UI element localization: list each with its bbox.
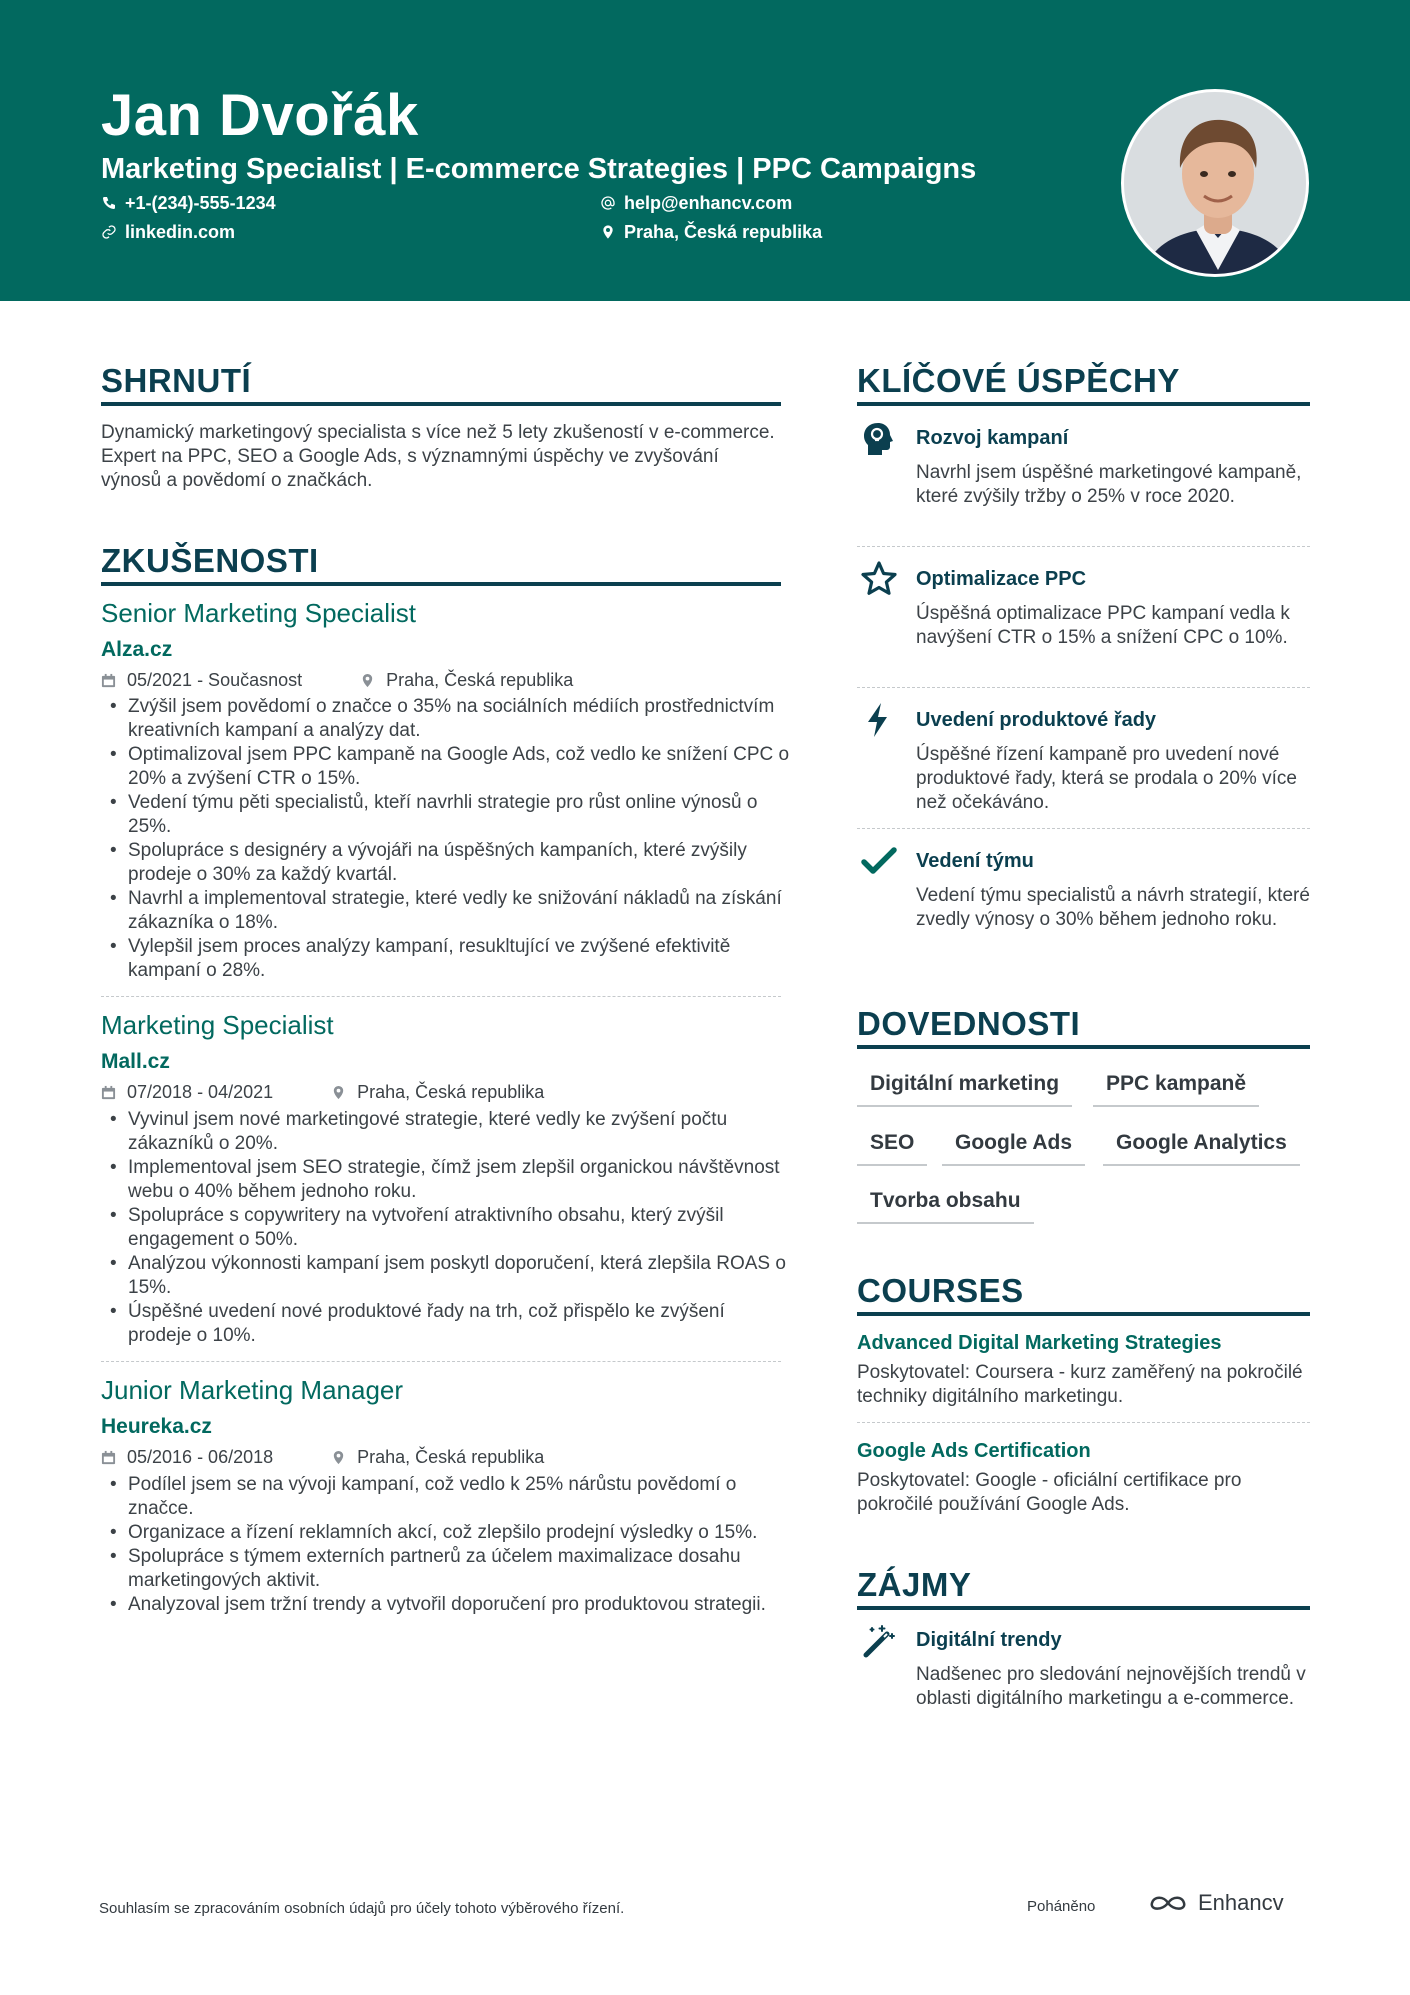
achievement-title: Optimalizace PPC [916,568,1087,590]
job-1-meta [101,669,573,691]
phone-icon [101,195,117,211]
contact-phone[interactable] [101,191,276,215]
job-3-meta [101,1446,544,1468]
check-icon [860,842,898,880]
job-2-dates: 07/2018 - 04/2021 [127,1082,274,1102]
job-3-bullet: • Spolupráce s týmem externích partnerů za účelem maximalizace dosahu marketingových aktivit. [101,1545,791,1593]
job-1-company[interactable]: Alza.cz [101,638,173,661]
achievement-desc: Navrhl jsem úspěšné marketingové kampaně, které zvýšily tržby o 25% v roce 2020. [916,462,1302,507]
location-pin-icon [331,1085,346,1100]
achievement-desc: Úspěšná optimalizace PPC kampaní vedla k navýšení CTR o 15% a snížení CPC o 10%. [916,603,1290,648]
job-1-dates: 05/2021 - Současnost [127,670,303,690]
interest-desc: Nadšenec pro sledování nejnovějších trendů v oblasti digitálního marketingu a e-commerce. [916,1664,1306,1709]
job-2-bullet: • Spolupráce s copywritery na vytvoření atraktivního obsahu, který zvýšil engagement o 50%. [101,1204,791,1252]
linkedin-text: linkedin.com [125,222,236,242]
job-1-bullet: • Vedení týmu pěti specialistů, kteří navrhli strategie pro růst online výnosů o 25%. [101,791,791,839]
skill-tag: Digitální marketing [857,1071,1072,1107]
experience-divider [101,582,781,586]
magic-wand-icon [860,1622,898,1660]
job-1-role: Senior Marketing Specialist [101,598,417,628]
skill-tag: PPC kampaně [1093,1071,1259,1107]
job-1-bullet: • Zvýšil jsem povědomí o značce o 35% na sociálních médiích prostřednictvím kreativních kampaní a analýzy dat. [101,695,791,743]
achievements-divider [857,402,1310,406]
courses-title: COURSES [857,1272,1024,1309]
summary-text: Dynamický marketingový specialista s více než 5 lety zkušeností v e-commerce. Expert na PPC, SEO a Google Ads, s významnými úspěchy ve zvyšování výnosů a povědomí o značkách. [101,422,775,491]
summary-divider [101,402,781,406]
job-2-bullet: • Analýzou výkonnosti kampaní jsem poskytl doporučení, která zlepšila ROAS o 15%. [101,1252,791,1300]
job-divider [101,996,781,997]
job-3-role: Junior Marketing Manager [101,1375,404,1405]
job-2-company[interactable]: Mall.cz [101,1050,170,1073]
enhancv-logo-text: Enhancv [1198,1890,1284,1915]
profile-photo [1121,89,1309,277]
calendar-icon [101,1450,116,1465]
summary-title: SHRNUTÍ [101,362,252,399]
calendar-icon [101,1085,116,1100]
enhancv-logo[interactable] [1146,1890,1284,1916]
course-title: Advanced Digital Marketing Strategies [857,1332,1222,1354]
skill-tag: Google Ads [942,1130,1085,1166]
skill-tag: Google Analytics [1103,1130,1300,1166]
job-3-bullet: • Organizace a řízení reklamních akcí, což zlepšilo prodejní výsledky o 15%. [101,1521,791,1545]
achievement-desc: Úspěšné řízení kampaně pro uvedení nové produktové řady, která se prodala o 20% více než očekáváno. [916,744,1297,813]
achievement-divider [857,546,1310,547]
achievement-desc: Vedení týmu specialistů a návrh strategií, které zvedly výnosy o 30% během jednoho roku. [916,885,1310,930]
enhancv-logo-icon [1146,1891,1192,1915]
job-3-bullets [101,1473,791,1617]
job-2-meta [101,1081,544,1103]
course-desc: Poskytovatel: Coursera - kurz zaměřený na pokročilé techniky digitálního marketingu. [857,1362,1303,1407]
interests-title: ZÁJMY [857,1566,972,1603]
star-icon [860,560,898,598]
achievement-title: Rozvoj kampaní [916,427,1069,449]
job-3-dates: 05/2016 - 06/2018 [127,1447,274,1467]
phone-text: +1-(234)-555-1234 [125,193,276,213]
achievement-title: Uvedení produktové řady [916,709,1157,731]
job-3-company[interactable]: Heureka.cz [101,1415,212,1438]
job-2-location: Praha, Česká republika [357,1082,545,1102]
course-title: Google Ads Certification [857,1440,1091,1462]
location-text: Praha, Česká republika [624,222,823,242]
experience-title: ZKUŠENOSTI [101,542,319,579]
job-1-bullet: • Spolupráce s designéry a vývojáři na úspěšných kampaních, které zvýšily prodeje o 30% za každý kvartál. [101,839,791,887]
skill-tag: SEO [857,1130,927,1166]
course-divider [857,1422,1310,1423]
job-2-bullet: • Implementoval jsem SEO strategie, čímž jsem zlepšil organickou návštěvnost webu o 40% během jednoho roku. [101,1156,791,1204]
courses-divider [857,1312,1310,1316]
calendar-icon [101,673,116,688]
achievement-divider [857,828,1310,829]
interests-divider [857,1606,1310,1610]
avatar-illustration [1124,92,1309,277]
job-1-bullets [101,695,791,983]
job-1-location: Praha, Česká republika [386,670,574,690]
course-desc: Poskytovatel: Google - oficiální certifikace pro pokročilé používání Google Ads. [857,1470,1242,1515]
achievement-divider [857,687,1310,688]
at-icon [600,195,616,211]
skills-divider [857,1045,1310,1049]
contact-linkedin[interactable] [101,220,235,244]
job-2-bullets [101,1108,791,1348]
job-3-bullet: • Podílel jsem se na vývoji kampaní, což vedlo k 25% nárůstu povědomí o značce. [101,1473,791,1521]
location-pin-icon [600,224,616,240]
job-3-location: Praha, Česká republika [357,1447,545,1467]
skill-tag: Tvorba obsahu [857,1188,1034,1224]
achievement-title: Vedení týmu [916,850,1034,872]
link-icon [101,224,117,240]
interest-title: Digitální trendy [916,1629,1062,1651]
candidate-name: Jan Dvořák [101,83,419,148]
location-pin-icon [331,1450,346,1465]
job-3-bullet: • Analyzoval jsem tržní trendy a vytvořil doporučení pro produktovou strategii. [101,1593,791,1617]
location-pin-icon [360,673,375,688]
consent-note: Souhlasím se zpracováním osobních údajů pro účely tohoto výběrového řízení. [99,1900,625,1917]
job-1-bullet: • Navrhl a implementoval strategie, které vedly ke snižování nákladů na získání zákazníka o 18%. [101,887,791,935]
job-1-bullet: • Vylepšil jsem proces analýzy kampaní, resukltující ve zvýšené efektivitě kampaní o 28%. [101,935,791,983]
lightning-icon [860,701,898,739]
email-text: help@enhancv.com [624,193,793,213]
job-2-bullet: • Vyvinul jsem nové marketingové strategie, které vedly ke zvýšení počtu zákazníků o 20%. [101,1108,791,1156]
job-2-role: Marketing Specialist [101,1010,334,1040]
contact-email[interactable] [600,191,792,215]
resume-header [0,0,1410,301]
contact-location [600,220,822,244]
job-2-bullet: • Úspěšné uvedení nové produktové řady na trh, což přispělo ke zvýšení prodeje o 10%. [101,1300,791,1348]
candidate-headline: Marketing Specialist | E-commerce Strategies | PPC Campaigns [101,153,977,185]
powered-by-label: Poháněno [1027,1898,1096,1915]
achievements-title: KLÍČOVÉ ÚSPĚCHY [857,362,1180,399]
job-1-bullet: • Optimalizoval jsem PPC kampaně na Google Ads, což vedlo ke snížení CPC o 20% a zvýšení CTR o 15%. [101,743,791,791]
head-idea-icon [860,420,898,458]
skills-title: DOVEDNOSTI [857,1005,1081,1042]
job-divider [101,1361,781,1362]
